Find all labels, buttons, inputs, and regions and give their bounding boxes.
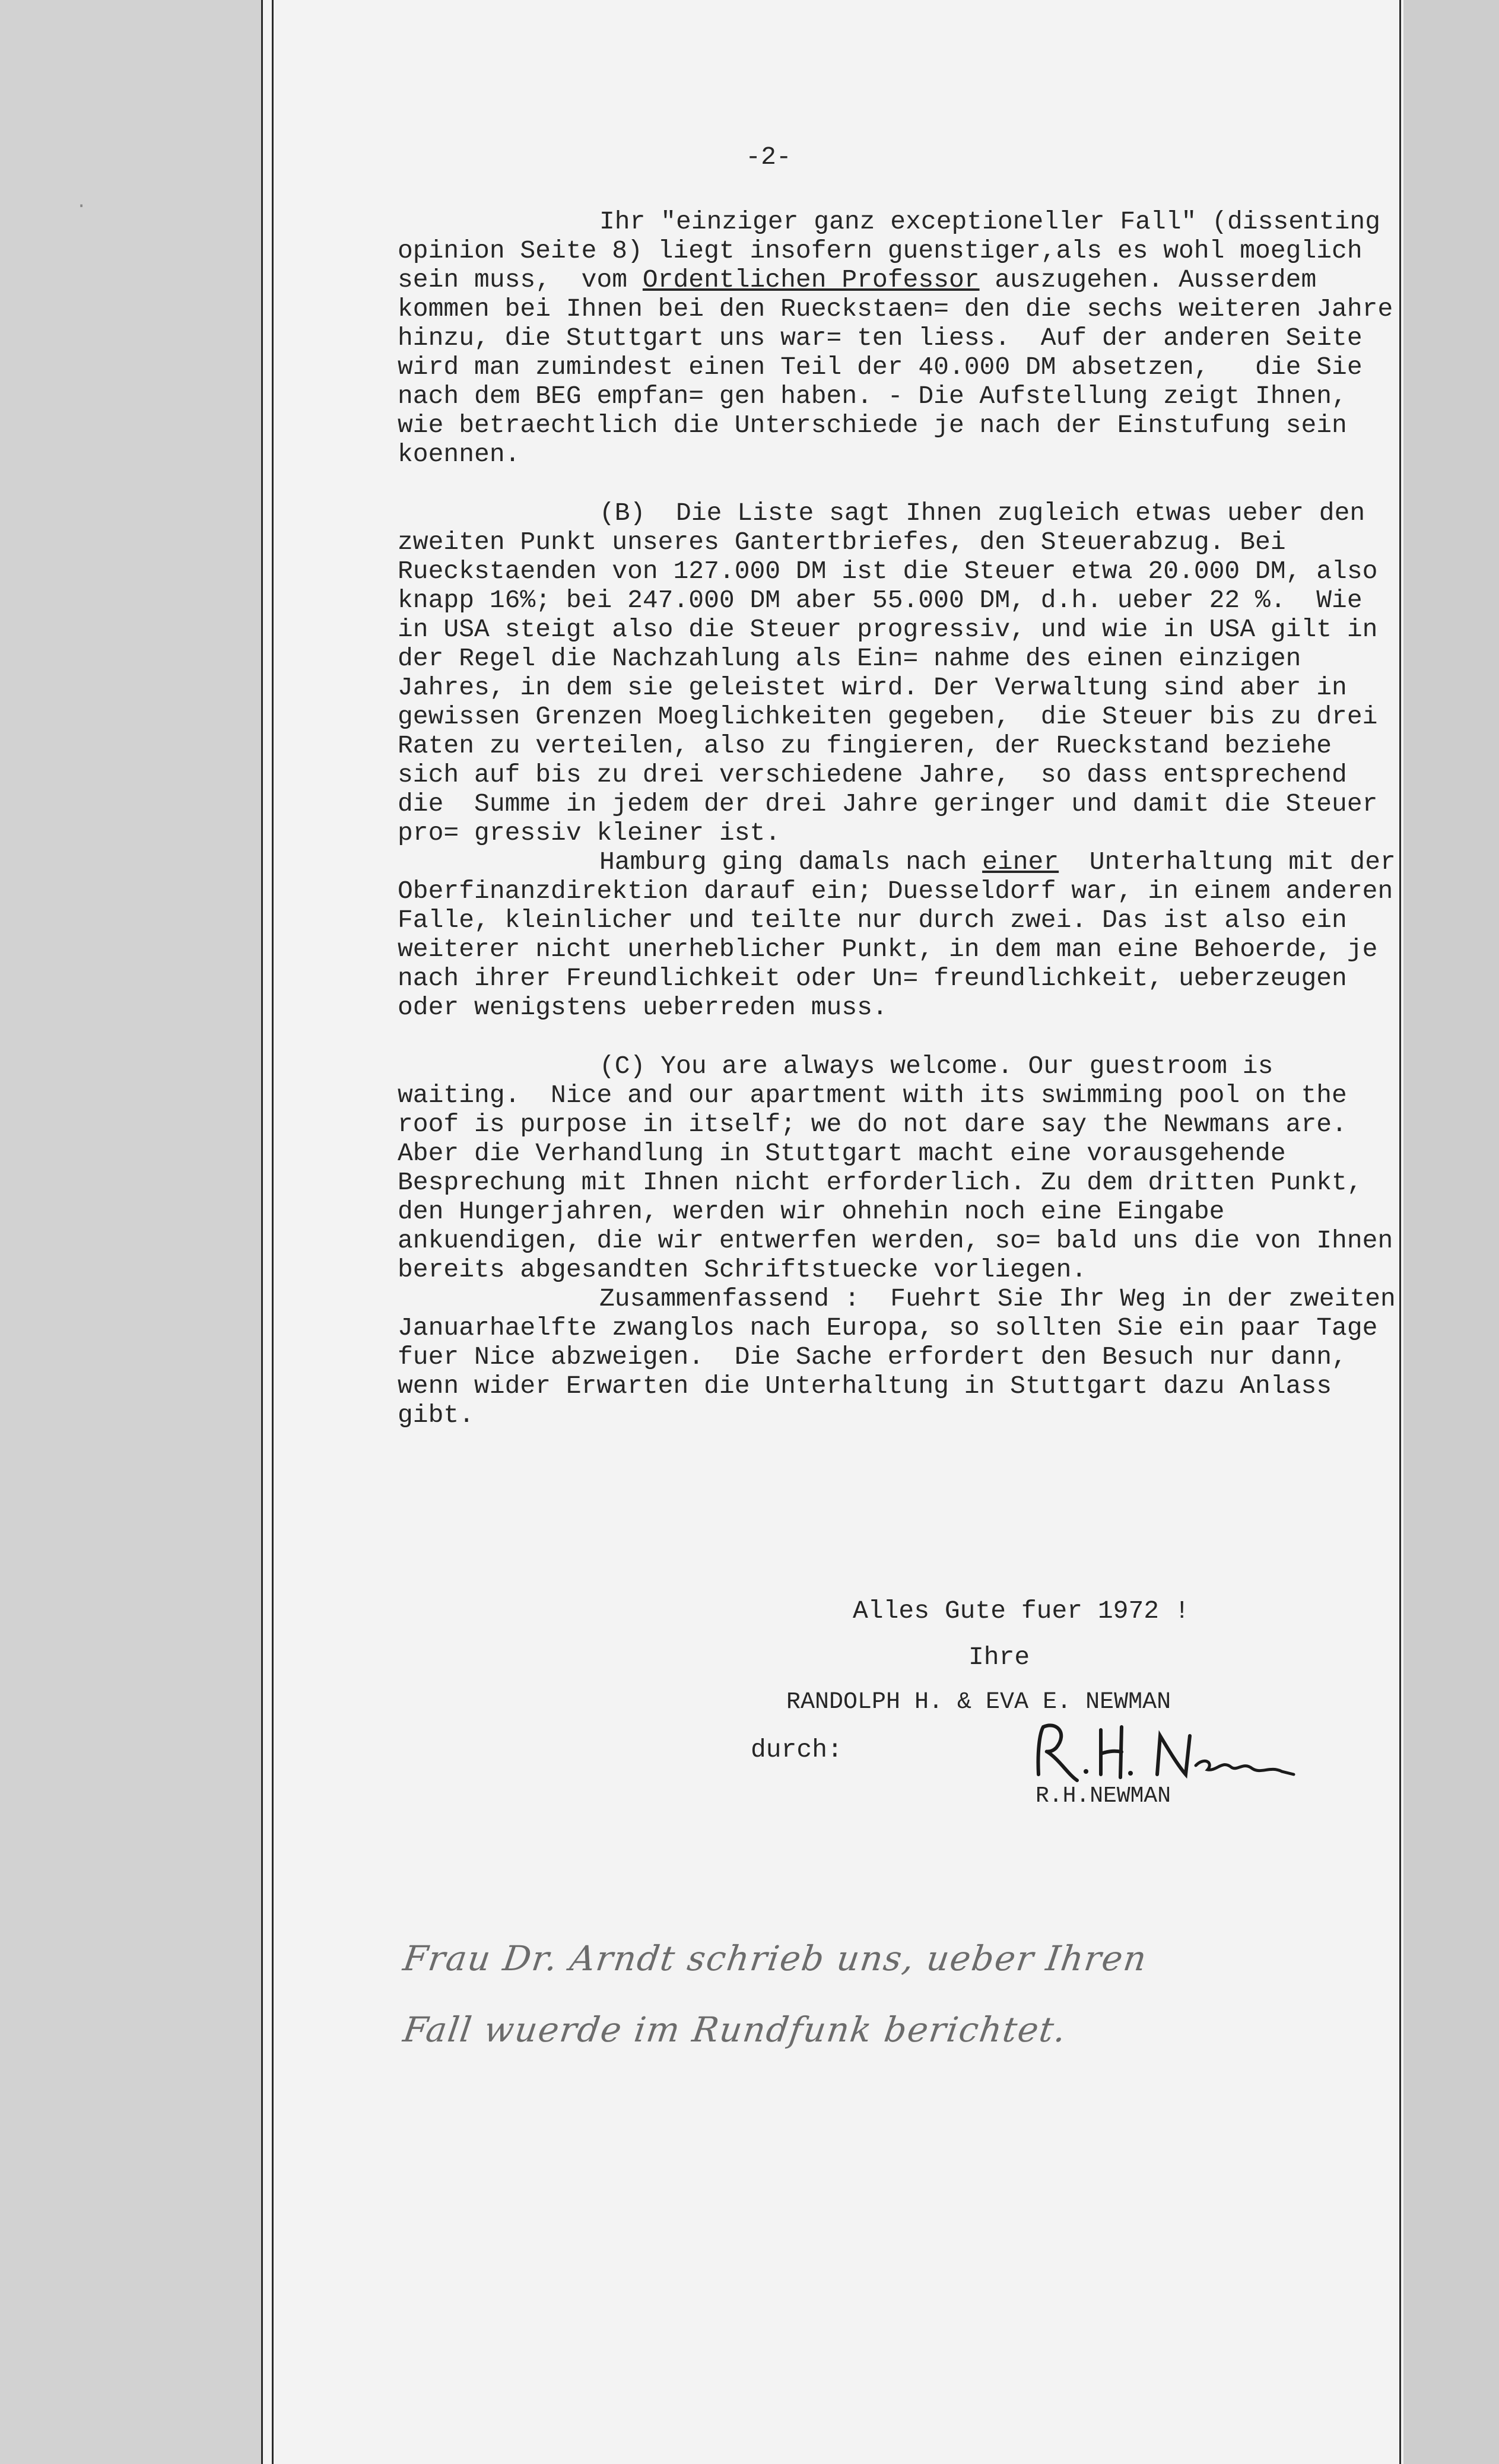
handnote-line-1: Frau Dr. Arndt schrieb uns, ueber Ihren [401, 1938, 1150, 1979]
paragraph-b-steuerabzug: (B) Die Liste sagt Ihnen zugleich etwas ueber den zweiten Punkt unseres Gantertbriefes, den Steuerabzug. Bei Rueckstaenden von 127.000 DM ist die Steuer etwa 20.000 DM, also knapp 16%; bei 247.000 DM aber 55.000 DM, d.h. ueber 22 %. Wie in USA steigt also die Steuer progressiv, und wie in USA gilt in der Regel die Nachzahlung als Ein= nahme des einen einzigen Jahres, in dem sie geleistet wird. Der Verwaltung sind aber in gewissen Grenzen Moeglichkeiten gegeben, die Steuer bis zu drei Raten zu verteilen, also zu fingieren, der Rueckstand beziehe sich auf bis zu drei verschiedene Jahre, so dass entsprechend die Summe in jedem der drei Jahre geringer und damit die Steuer pro= gressiv kleiner ist. [398, 498, 1393, 847]
margin-rule-left-inner [272, 0, 274, 2464]
scan-right-margin [1403, 0, 1499, 2464]
paragraph-zusammenfassend: Zusammenfassend : Fuehrt Sie Ihr Weg in der zweiten Januarhaelfte zwanglos nach Europa, so sollten Sie ein paar Tage fuer Nice abzweigen. Die Sache erfordert den Besuch nur dann, wenn wider Erwarten die Unterhaltung in Stuttgart dazu Anlass gibt. [398, 1284, 1411, 1430]
closing-ihre: Ihre [968, 1643, 1030, 1672]
page-number: -2- [745, 142, 792, 172]
paragraph-c-welcome: (C) You are always welcome. Our guestroom is waiting. Nice and our apartment with its swimming pool on the roof is purpose in itself; we do not dare say the Newmans are. Aber die Verhandlung in Stuttgart macht eine vorausgehende Besprechung mit Ihnen nicht erforderlich. Zu dem dritten Punkt, den Hungerjahren, werden wir ohnehin noch eine Eingabe ankuendigen, die wir entwerfen werden, so= bald uns die von Ihnen bereits abgesandten Schriftstuecke vorliegen. [398, 1052, 1409, 1284]
margin-rule-left-outer [261, 0, 263, 2464]
underlined-phrase: Ordentlichen Professor [642, 265, 980, 294]
scan-speck: ⋅ [76, 198, 87, 218]
handwritten-signature [1027, 1715, 1300, 1792]
typed-signer-name: R.H.NEWMAN [1036, 1783, 1171, 1809]
paragraph-hamburg: Hamburg ging damals nach einer Unterhaltung mit der Oberfinanzdirektion darauf ein; Duesseldorf war, in einem anderen Falle, kleinlicher und teilte nur durch zwei. Das ist also ein weiterer nicht unerheblicher Punkt, in dem man eine Behoerde, je nach ihrer Freundlichkeit oder Un= freundlichkeit, ueberzeugen oder wenigstens ueberreden muss. [398, 847, 1411, 1022]
signers-line: RANDOLPH H. & EVA E. NEWMAN [786, 1689, 1171, 1716]
handwritten-pencil-note [401, 1923, 1329, 2065]
closing-greeting: Alles Gute fuer 1972 ! [853, 1596, 1190, 1625]
scan-left-margin [0, 0, 261, 2464]
paragraph-ausnahmefall: Ihr "einziger ganz exceptioneller Fall" (dissenting opinion Seite 8) liegt insofern guenstiger,als es wohl moeglich sein muss, vom Ordentlichen Professor auszugehen. Ausserdem kommen bei Ihnen bei den Rueckstaen= den die sechs weiteren Jahre hinzu, die Stuttgart uns war= ten liess. Auf der anderen Seite wird man zumindest einen Teil der 40.000 DM absetzen, die Sie nach dem BEG empfan= gen haben. - Die Aufstellung zeigt Ihnen, wie betraechtlich die Unterschiede je nach der Einstufung sein koennen. [398, 207, 1409, 469]
durch-label: durch: [751, 1735, 843, 1764]
handnote-line-2: Fall wuerde im Rundfunk berichtet. [401, 2009, 1070, 2050]
underlined-word: einer [982, 847, 1059, 877]
letter-body [398, 142, 1411, 1459]
